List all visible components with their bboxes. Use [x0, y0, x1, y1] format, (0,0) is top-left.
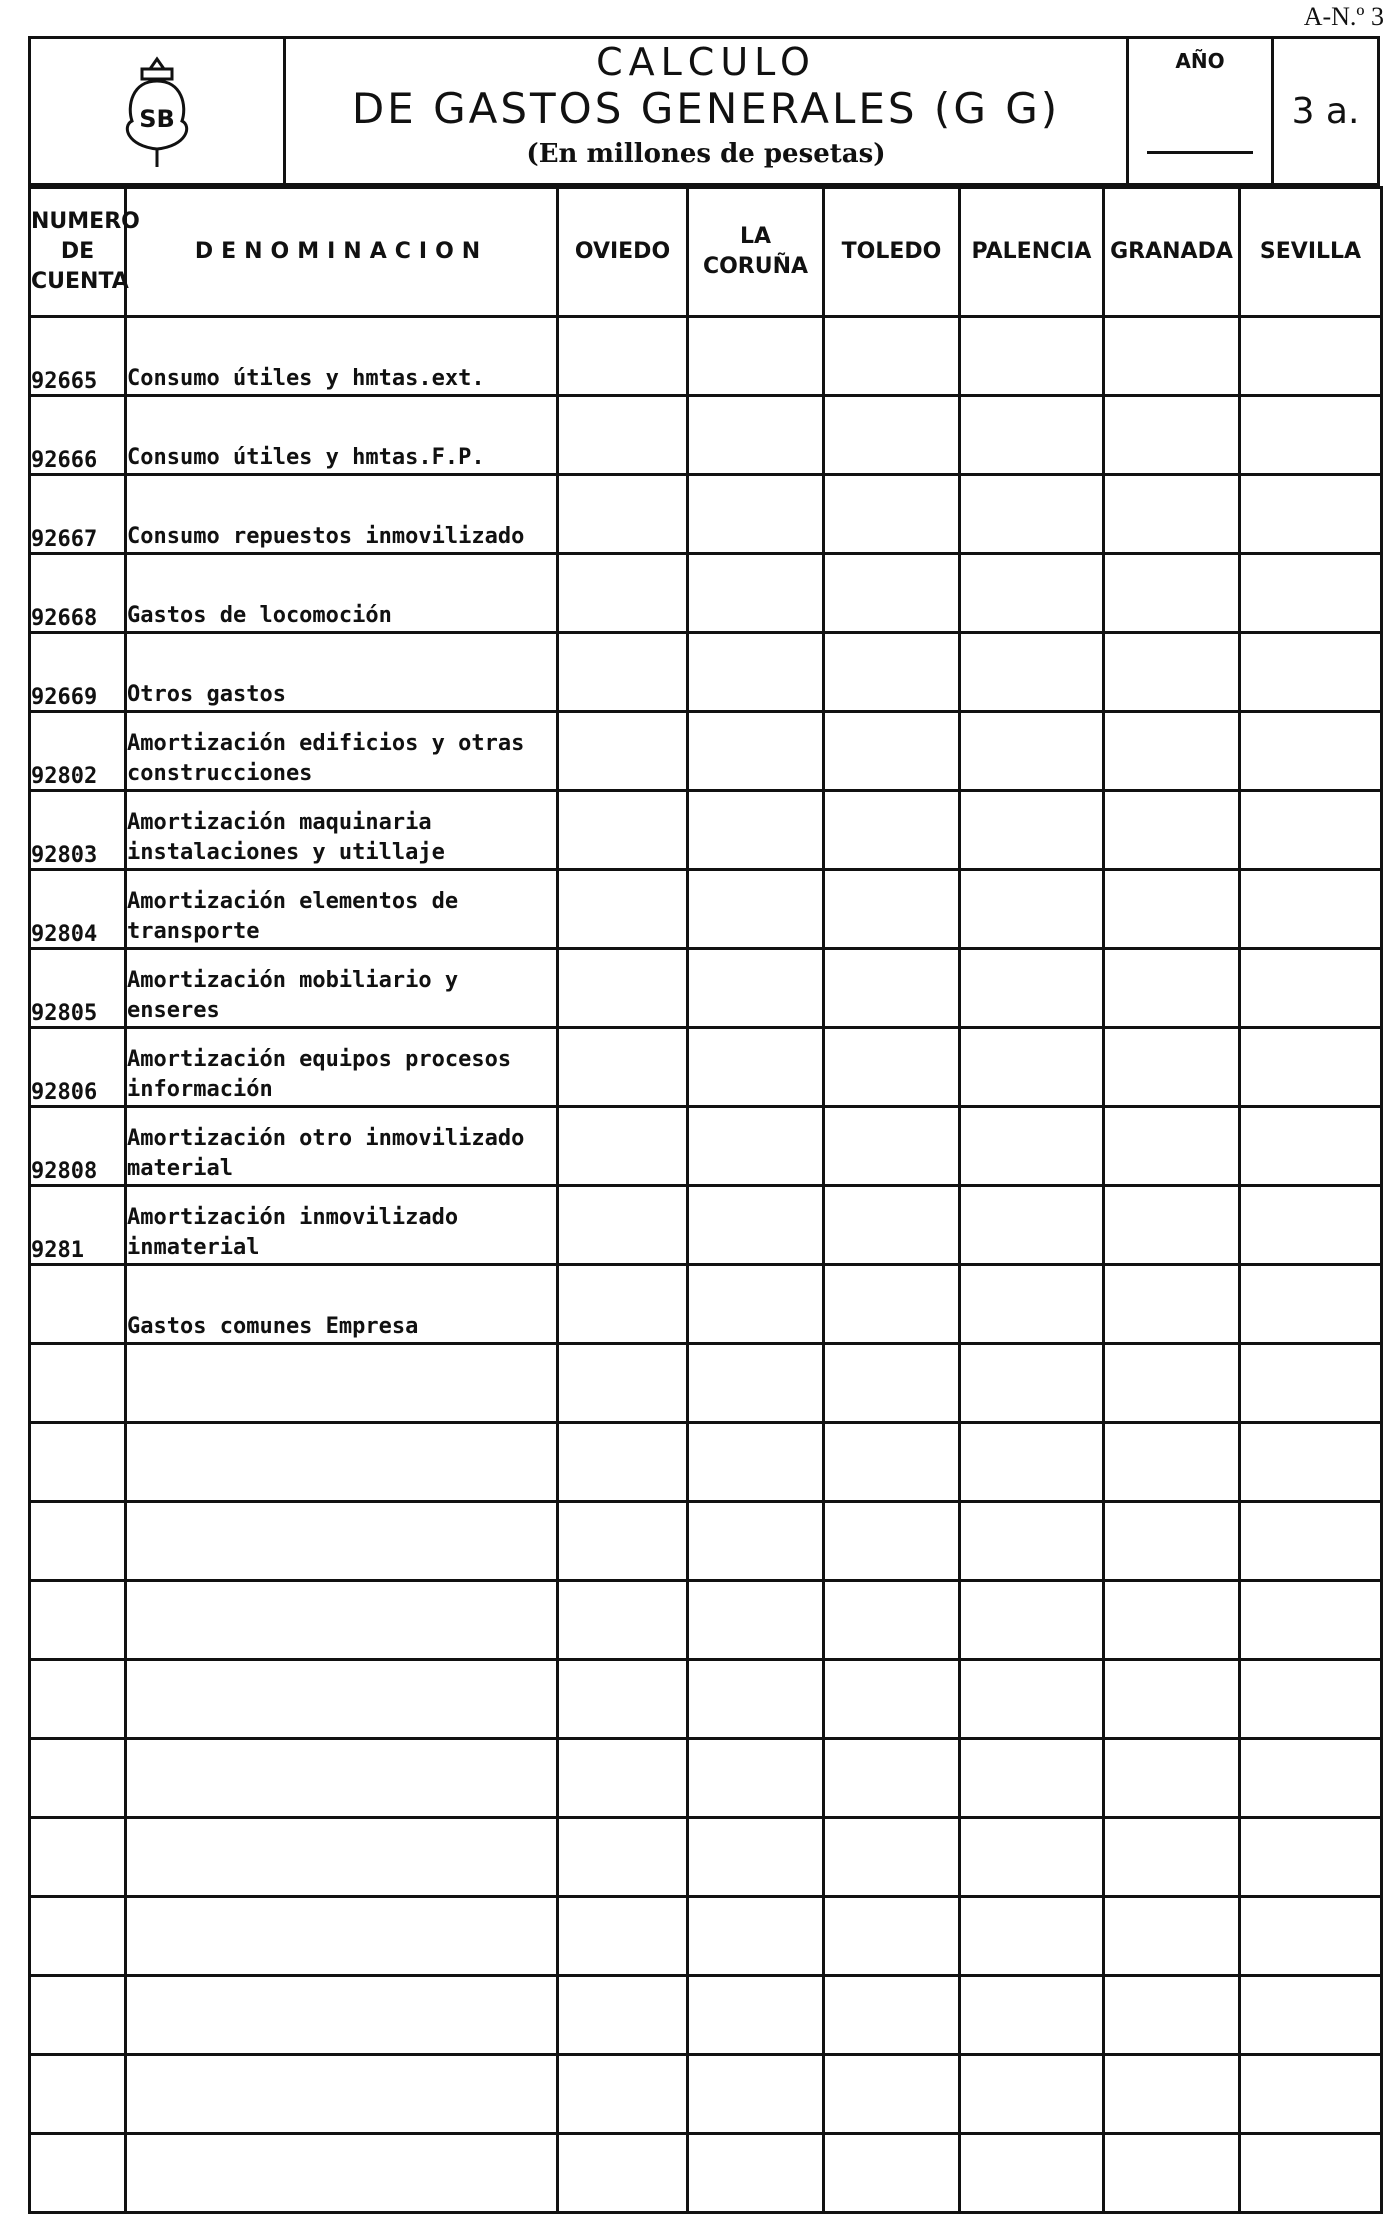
table-row	[30, 1976, 1382, 2055]
amount-cell[interactable]	[688, 317, 824, 396]
amount-cell[interactable]	[558, 2055, 688, 2134]
account-description	[126, 1660, 558, 1739]
col-header-oviedo: OVIEDO	[558, 188, 688, 317]
amount-cell[interactable]	[824, 1739, 960, 1818]
amount-cell[interactable]	[558, 475, 688, 554]
amount-cell[interactable]	[688, 791, 824, 870]
amount-cell[interactable]	[960, 1028, 1104, 1107]
amount-cell[interactable]	[1240, 791, 1382, 870]
col-header-sevilla: SEVILLA	[1240, 188, 1382, 317]
amount-cell[interactable]	[688, 633, 824, 712]
amount-cell[interactable]	[688, 1344, 824, 1423]
col-header-denominacion: DENOMINACION	[126, 188, 558, 317]
account-number	[30, 1976, 126, 2055]
amount-cell[interactable]	[688, 475, 824, 554]
amount-cell[interactable]	[824, 475, 960, 554]
amount-cell[interactable]	[960, 949, 1104, 1028]
amount-cell[interactable]	[824, 554, 960, 633]
table-row	[30, 1660, 1382, 1739]
amount-cell[interactable]	[960, 1660, 1104, 1739]
form-code: A-N.º 3	[1303, 2, 1384, 31]
amount-cell[interactable]	[960, 633, 1104, 712]
account-description: Amortización edificios y otras construcciones	[126, 712, 558, 791]
amount-cell[interactable]	[1240, 1502, 1382, 1581]
title-block	[286, 39, 1129, 183]
table-row	[30, 633, 1382, 712]
table-row	[30, 1581, 1382, 1660]
amount-cell[interactable]	[688, 1107, 824, 1186]
amount-cell[interactable]	[688, 1423, 824, 1502]
title-line2: DE GASTOS GENERALES (G G)	[351, 84, 1061, 133]
amount-cell[interactable]	[1240, 396, 1382, 475]
amount-cell[interactable]	[688, 2134, 824, 2213]
sheet-number: 3 a.	[1291, 90, 1360, 132]
table-header-row	[30, 188, 1382, 317]
amount-cell[interactable]	[1240, 1581, 1382, 1660]
account-number: 92802	[30, 712, 126, 791]
amount-cell[interactable]	[824, 1897, 960, 1976]
table-row	[30, 396, 1382, 475]
table-row	[30, 1344, 1382, 1423]
amount-cell[interactable]	[688, 1581, 824, 1660]
account-description: Gastos comunes Empresa	[126, 1265, 558, 1344]
amount-cell[interactable]	[558, 1344, 688, 1423]
amount-cell[interactable]	[1104, 1581, 1240, 1660]
amount-cell[interactable]	[1240, 1028, 1382, 1107]
amount-cell[interactable]	[824, 1502, 960, 1581]
amount-cell[interactable]	[824, 1344, 960, 1423]
amount-cell[interactable]	[688, 1739, 824, 1818]
account-number	[30, 1581, 126, 1660]
amount-cell[interactable]	[558, 712, 688, 791]
amount-cell[interactable]	[688, 949, 824, 1028]
amount-cell[interactable]	[1104, 633, 1240, 712]
amount-cell[interactable]	[558, 396, 688, 475]
amount-cell[interactable]	[1104, 1028, 1240, 1107]
account-description: Consumo útiles y hmtas.ext.	[126, 317, 558, 396]
amount-cell[interactable]	[824, 1976, 960, 2055]
account-description: Amortización maquinaria instalaciones y utillaje	[126, 791, 558, 870]
amount-cell[interactable]	[960, 1581, 1104, 1660]
account-description	[126, 1502, 558, 1581]
amount-cell[interactable]	[960, 1107, 1104, 1186]
amount-cell[interactable]	[1104, 791, 1240, 870]
amount-cell[interactable]	[688, 712, 824, 791]
account-number: 92805	[30, 949, 126, 1028]
account-number: 92665	[30, 317, 126, 396]
amount-cell[interactable]	[1104, 1186, 1240, 1265]
amount-cell[interactable]	[1240, 1344, 1382, 1423]
amount-cell[interactable]	[1104, 2134, 1240, 2213]
amount-cell[interactable]	[1104, 1818, 1240, 1897]
account-number	[30, 1423, 126, 1502]
amount-cell[interactable]	[960, 1423, 1104, 1502]
amount-cell[interactable]	[688, 554, 824, 633]
amount-cell[interactable]	[824, 949, 960, 1028]
form-header	[28, 36, 1380, 186]
table-row	[30, 1186, 1382, 1265]
table-row	[30, 870, 1382, 949]
account-number	[30, 1344, 126, 1423]
amount-cell[interactable]	[558, 791, 688, 870]
account-description: Consumo útiles y hmtas.F.P.	[126, 396, 558, 475]
account-description	[126, 1739, 558, 1818]
amount-cell[interactable]	[558, 1028, 688, 1107]
table-row	[30, 949, 1382, 1028]
amount-cell[interactable]	[1240, 1897, 1382, 1976]
amount-cell[interactable]	[824, 633, 960, 712]
amount-cell[interactable]	[1104, 1502, 1240, 1581]
amount-cell[interactable]	[1240, 1739, 1382, 1818]
amount-cell[interactable]	[558, 317, 688, 396]
amount-cell[interactable]	[1240, 554, 1382, 633]
amount-cell[interactable]	[960, 396, 1104, 475]
logo	[31, 39, 286, 183]
account-description	[126, 1423, 558, 1502]
amount-cell[interactable]	[1104, 1107, 1240, 1186]
account-number: 92667	[30, 475, 126, 554]
account-number	[30, 1818, 126, 1897]
account-number: 92668	[30, 554, 126, 633]
amount-cell[interactable]	[688, 2055, 824, 2134]
amount-cell[interactable]	[1104, 1660, 1240, 1739]
amount-cell[interactable]	[1240, 870, 1382, 949]
amount-cell[interactable]	[558, 1107, 688, 1186]
amount-cell[interactable]	[558, 1818, 688, 1897]
account-description: Otros gastos	[126, 633, 558, 712]
amount-cell[interactable]	[1104, 475, 1240, 554]
amount-cell[interactable]	[960, 1976, 1104, 2055]
table-row	[30, 791, 1382, 870]
amount-cell[interactable]	[558, 949, 688, 1028]
amount-cell[interactable]	[558, 1897, 688, 1976]
account-description	[126, 1976, 558, 2055]
col-header-toledo: TOLEDO	[824, 188, 960, 317]
amount-cell[interactable]	[1240, 1107, 1382, 1186]
account-description: Amortización otro inmovilizado material	[126, 1107, 558, 1186]
account-number	[30, 1265, 126, 1344]
account-description	[126, 2055, 558, 2134]
account-description: Gastos de locomoción	[126, 554, 558, 633]
account-number: 92808	[30, 1107, 126, 1186]
amount-cell[interactable]	[1240, 1186, 1382, 1265]
year-box	[1129, 39, 1274, 183]
amount-cell[interactable]	[558, 2134, 688, 2213]
title-subtitle: (En millones de pesetas)	[526, 139, 886, 169]
amount-cell[interactable]	[960, 870, 1104, 949]
amount-cell[interactable]	[1240, 2055, 1382, 2134]
amount-cell[interactable]	[1240, 712, 1382, 791]
amount-cell[interactable]	[960, 2055, 1104, 2134]
amount-cell[interactable]	[688, 1186, 824, 1265]
account-description	[126, 2134, 558, 2213]
account-description: Consumo repuestos inmovilizado	[126, 475, 558, 554]
amount-cell[interactable]	[824, 1581, 960, 1660]
account-number: 92806	[30, 1028, 126, 1107]
amount-cell[interactable]	[824, 317, 960, 396]
amount-cell[interactable]	[824, 1107, 960, 1186]
amount-cell[interactable]	[558, 1186, 688, 1265]
amount-cell[interactable]	[1104, 1265, 1240, 1344]
table-row	[30, 1502, 1382, 1581]
col-header-la-coruna: LA CORUÑA	[688, 188, 824, 317]
amount-cell[interactable]	[688, 1976, 824, 2055]
account-description	[126, 1818, 558, 1897]
amount-cell[interactable]	[558, 633, 688, 712]
account-number	[30, 1739, 126, 1818]
amount-cell[interactable]	[1104, 1976, 1240, 2055]
amount-cell[interactable]	[960, 1186, 1104, 1265]
amount-cell[interactable]	[824, 870, 960, 949]
amount-cell[interactable]	[824, 1660, 960, 1739]
amount-cell[interactable]	[1240, 1818, 1382, 1897]
account-description	[126, 1344, 558, 1423]
amount-cell[interactable]	[558, 1660, 688, 1739]
amount-cell[interactable]	[558, 1265, 688, 1344]
account-number	[30, 2134, 126, 2213]
account-description: Amortización mobiliario y enseres	[126, 949, 558, 1028]
amount-cell[interactable]	[1104, 2055, 1240, 2134]
amount-cell[interactable]	[824, 1423, 960, 1502]
account-description: Amortización inmovilizado inmaterial	[126, 1186, 558, 1265]
account-description: Amortización equipos procesos información	[126, 1028, 558, 1107]
account-number: 92669	[30, 633, 126, 712]
account-number: 92666	[30, 396, 126, 475]
amount-cell[interactable]	[558, 554, 688, 633]
account-description: Amortización elementos de transporte	[126, 870, 558, 949]
amount-cell[interactable]	[1104, 1344, 1240, 1423]
amount-cell[interactable]	[960, 712, 1104, 791]
table-row	[30, 317, 1382, 396]
amount-cell[interactable]	[1240, 633, 1382, 712]
amount-cell[interactable]	[1240, 949, 1382, 1028]
year-label: AÑO	[1175, 49, 1225, 73]
amount-cell[interactable]	[1104, 712, 1240, 791]
account-number	[30, 2055, 126, 2134]
amount-cell[interactable]	[688, 1818, 824, 1897]
amount-cell[interactable]	[1104, 949, 1240, 1028]
amount-cell[interactable]	[1240, 317, 1382, 396]
col-header-granada: GRANADA	[1104, 188, 1240, 317]
amount-cell[interactable]	[960, 1265, 1104, 1344]
account-number	[30, 1897, 126, 1976]
amount-cell[interactable]	[824, 1818, 960, 1897]
amount-cell[interactable]	[960, 317, 1104, 396]
amount-cell[interactable]	[960, 2134, 1104, 2213]
amount-cell[interactable]	[1240, 1265, 1382, 1344]
table-row	[30, 2134, 1382, 2213]
amount-cell[interactable]	[558, 1423, 688, 1502]
amount-cell[interactable]	[688, 1265, 824, 1344]
amount-cell[interactable]	[960, 1344, 1104, 1423]
amount-cell[interactable]	[1104, 870, 1240, 949]
table-row	[30, 475, 1382, 554]
amount-cell[interactable]	[558, 1502, 688, 1581]
amount-cell[interactable]	[824, 712, 960, 791]
year-field-line	[1147, 151, 1253, 154]
amount-cell[interactable]	[824, 2055, 960, 2134]
amount-cell[interactable]	[1104, 1423, 1240, 1502]
table-row	[30, 712, 1382, 791]
account-number: 9281	[30, 1186, 126, 1265]
amount-cell[interactable]	[688, 870, 824, 949]
amount-cell[interactable]	[960, 1502, 1104, 1581]
amount-cell[interactable]	[960, 1818, 1104, 1897]
amount-cell[interactable]	[1104, 1897, 1240, 1976]
account-number: 92803	[30, 791, 126, 870]
table-row	[30, 1265, 1382, 1344]
account-number: 92804	[30, 870, 126, 949]
amount-cell[interactable]	[1240, 1423, 1382, 1502]
amount-cell[interactable]	[1240, 2134, 1382, 2213]
expenses-table	[28, 186, 1383, 2214]
amount-cell[interactable]	[688, 1502, 824, 1581]
amount-cell[interactable]	[960, 791, 1104, 870]
amount-cell[interactable]	[558, 1739, 688, 1818]
account-number	[30, 1502, 126, 1581]
amount-cell[interactable]	[558, 1581, 688, 1660]
amount-cell[interactable]	[688, 396, 824, 475]
amount-cell[interactable]	[824, 1265, 960, 1344]
amount-cell[interactable]	[1240, 475, 1382, 554]
col-header-numero: NUMERO DE CUENTA	[30, 188, 126, 317]
title-line1: CALCULO	[596, 40, 816, 84]
col-header-palencia: PALENCIA	[960, 188, 1104, 317]
table-row	[30, 1107, 1382, 1186]
table-row	[30, 2055, 1382, 2134]
table-row	[30, 554, 1382, 633]
amount-cell[interactable]	[1104, 1739, 1240, 1818]
amount-cell[interactable]	[824, 396, 960, 475]
table-row	[30, 1739, 1382, 1818]
amount-cell[interactable]	[1240, 1660, 1382, 1739]
amount-cell[interactable]	[824, 2134, 960, 2213]
amount-cell[interactable]	[960, 475, 1104, 554]
amount-cell[interactable]	[1240, 1976, 1382, 2055]
amount-cell[interactable]	[688, 1660, 824, 1739]
table-row	[30, 1028, 1382, 1107]
table-row	[30, 1423, 1382, 1502]
table-row	[30, 1897, 1382, 1976]
account-description	[126, 1897, 558, 1976]
company-logo-icon	[112, 51, 202, 171]
amount-cell[interactable]	[960, 554, 1104, 633]
amount-cell[interactable]	[558, 1976, 688, 2055]
amount-cell[interactable]	[960, 1739, 1104, 1818]
amount-cell[interactable]	[1104, 396, 1240, 475]
account-number	[30, 1660, 126, 1739]
amount-cell[interactable]	[1104, 554, 1240, 633]
amount-cell[interactable]	[558, 870, 688, 949]
amount-cell[interactable]	[688, 1897, 824, 1976]
amount-cell[interactable]	[824, 791, 960, 870]
amount-cell[interactable]	[688, 1028, 824, 1107]
amount-cell[interactable]	[960, 1897, 1104, 1976]
amount-cell[interactable]	[1104, 317, 1240, 396]
amount-cell[interactable]	[824, 1186, 960, 1265]
amount-cell[interactable]	[824, 1028, 960, 1107]
account-description	[126, 1581, 558, 1660]
svg-text:SB: SB	[139, 105, 175, 133]
table-row	[30, 1818, 1382, 1897]
